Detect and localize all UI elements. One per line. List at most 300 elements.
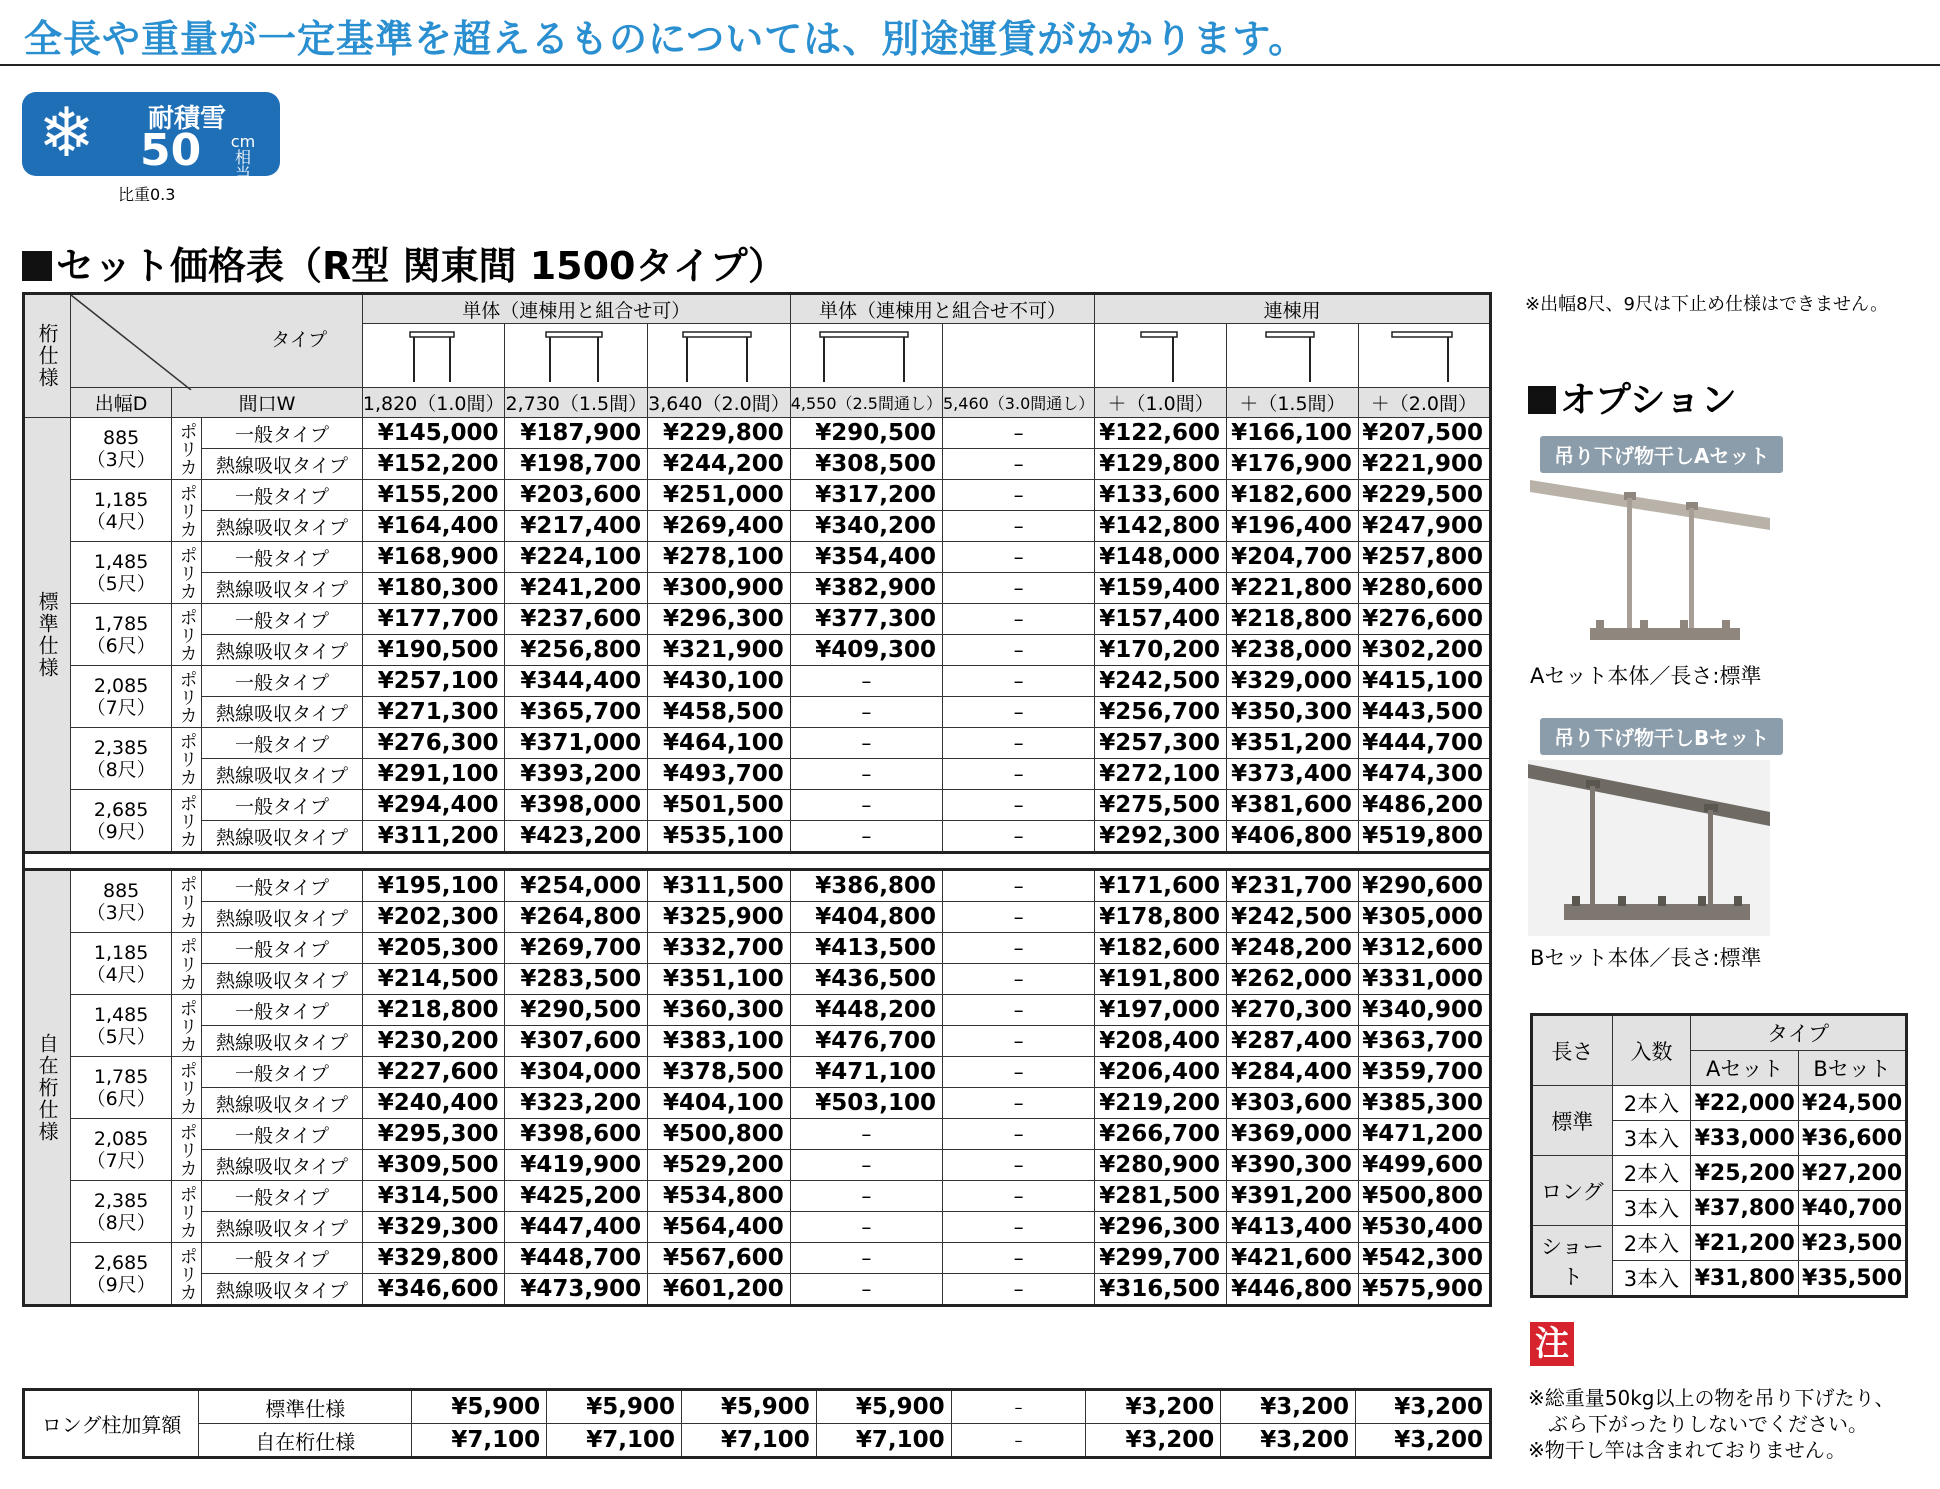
depth-cell: [71, 995, 172, 1057]
option-qty: 3本入: [1612, 1121, 1691, 1156]
price-cell: ¥493,700: [648, 759, 791, 790]
table-row: [24, 1243, 1491, 1274]
option-row: [1532, 1086, 1907, 1121]
price-cell: ¥421,600: [1227, 1243, 1359, 1274]
corner-spec-label: 桁仕様: [24, 294, 71, 418]
type-label: 熱線吸収タイプ: [202, 1212, 363, 1243]
option-a-tag: 吊り下げ物干しAセット: [1540, 436, 1783, 473]
price-cell: ¥447,400: [505, 1212, 648, 1243]
long-post-spec: 標準仕様: [199, 1390, 412, 1424]
price-cell: ¥303,600: [1227, 1088, 1359, 1119]
price-cell: ¥373,400: [1227, 759, 1359, 790]
price-cell: ¥385,300: [1358, 1088, 1490, 1119]
long-post-price: ¥5,900: [412, 1390, 547, 1424]
type-label: 一般タイプ: [202, 480, 363, 511]
price-cell: –: [943, 1150, 1095, 1181]
corner-diagonal: [71, 295, 401, 390]
price-cell: ¥359,700: [1358, 1057, 1490, 1088]
price-cell: –: [943, 902, 1095, 933]
table-row: [24, 1212, 1491, 1243]
price-cell: ¥564,400: [648, 1212, 791, 1243]
price-cell: ¥340,900: [1358, 995, 1490, 1026]
note-line: ぶら下がったりしないでください。: [1528, 1412, 1868, 1436]
table-row: [24, 1119, 1491, 1150]
depth-cell: [71, 604, 172, 666]
long-post-price: ¥5,900: [816, 1390, 951, 1424]
carport-silhouette-icon: [818, 328, 914, 384]
price-cell: –: [943, 728, 1095, 759]
opt-h-length: 長さ: [1532, 1015, 1613, 1086]
price-cell: –: [943, 480, 1095, 511]
table-row: [24, 964, 1491, 995]
note-line: ※物干し竿は含まれておりません。: [1528, 1438, 1846, 1462]
price-cell: ¥229,500: [1358, 480, 1490, 511]
price-cell: ¥257,300: [1095, 728, 1227, 759]
material-label: ポリカ: [172, 604, 202, 666]
price-cell: ¥290,600: [1358, 870, 1490, 902]
price-cell: ¥275,500: [1095, 790, 1227, 821]
price-cell: ¥542,300: [1358, 1243, 1490, 1274]
type-label: 熱線吸収タイプ: [202, 964, 363, 995]
price-cell: ¥308,500: [790, 449, 942, 480]
table-row: [24, 821, 1491, 853]
price-cell: ¥198,700: [505, 449, 648, 480]
option-price-a: ¥22,000: [1691, 1086, 1799, 1121]
price-cell: ¥296,300: [648, 604, 791, 635]
price-cell: ¥197,000: [1095, 995, 1227, 1026]
group-header-3: 連棟用: [1095, 294, 1491, 324]
price-cell: ¥271,300: [362, 697, 505, 728]
price-cell: ¥404,800: [790, 902, 942, 933]
price-cell: ¥168,900: [362, 542, 505, 573]
table-row: [24, 1088, 1491, 1119]
price-cell: ¥471,200: [1358, 1119, 1490, 1150]
opt-h-type: タイプ: [1691, 1015, 1907, 1051]
price-cell: ¥332,700: [648, 933, 791, 964]
price-cell: ¥269,400: [648, 511, 791, 542]
price-cell: ¥295,300: [362, 1119, 505, 1150]
long-post-label: ロング柱加算額: [24, 1390, 199, 1458]
price-cell: ¥196,400: [1227, 511, 1359, 542]
price-cell: ¥177,700: [362, 604, 505, 635]
price-cell: ¥325,900: [648, 902, 791, 933]
price-cell: –: [790, 1243, 942, 1274]
table-row: [24, 902, 1491, 933]
depth-shaku: （6尺）: [86, 634, 156, 657]
type-label: 一般タイプ: [202, 1057, 363, 1088]
price-cell: –: [943, 511, 1095, 542]
price-cell: ¥503,100: [790, 1088, 942, 1119]
type-label: 一般タイプ: [202, 1119, 363, 1150]
type-label: 一般タイプ: [202, 418, 363, 449]
price-cell: ¥145,000: [362, 418, 505, 449]
price-cell: ¥323,200: [505, 1088, 648, 1119]
material-label: ポリカ: [172, 1181, 202, 1243]
price-cell: ¥300,900: [648, 573, 791, 604]
price-cell: ¥187,900: [505, 418, 648, 449]
option-length: ショート: [1532, 1226, 1613, 1297]
price-cell: ¥237,600: [505, 604, 648, 635]
price-cell: ¥501,500: [648, 790, 791, 821]
depth-value: 2,685: [93, 1251, 149, 1274]
long-post-price: ¥7,100: [816, 1424, 951, 1458]
option-price-b: ¥23,500: [1799, 1226, 1907, 1261]
headline-rule: [0, 64, 1940, 66]
price-cell: ¥182,600: [1227, 480, 1359, 511]
width-label: ＋（2.0間）: [1358, 388, 1490, 418]
price-cell: ¥202,300: [362, 902, 505, 933]
price-cell: ¥406,800: [1227, 821, 1359, 853]
price-cell: ¥248,200: [1227, 933, 1359, 964]
long-post-price: ¥3,200: [1221, 1390, 1356, 1424]
depth-shaku: （7尺）: [86, 696, 156, 719]
price-cell: ¥221,900: [1358, 449, 1490, 480]
option-row: [1532, 1226, 1907, 1261]
price-cell: ¥316,500: [1095, 1274, 1227, 1306]
price-cell: –: [790, 1181, 942, 1212]
price-cell: ¥311,200: [362, 821, 505, 853]
price-cell: ¥398,000: [505, 790, 648, 821]
snow-load-value: 50: [140, 125, 202, 176]
type-label: 一般タイプ: [202, 933, 363, 964]
price-cell: ¥398,600: [505, 1119, 648, 1150]
table-row: [24, 995, 1491, 1026]
type-label: 一般タイプ: [202, 604, 363, 635]
side-note: ※出幅8尺、9尺は下止め仕様はできません。: [1525, 294, 1889, 315]
depth-cell: [71, 1243, 172, 1306]
price-cell: ¥242,500: [1227, 902, 1359, 933]
price-cell: ¥217,400: [505, 511, 648, 542]
price-cell: ¥474,300: [1358, 759, 1490, 790]
price-cell: –: [790, 759, 942, 790]
material-label: ポリカ: [172, 870, 202, 933]
snow-load-label: 耐積雪: [148, 104, 227, 134]
type-label: 一般タイプ: [202, 1243, 363, 1274]
price-cell: ¥238,000: [1227, 635, 1359, 666]
depth-value: 2,685: [93, 798, 149, 821]
price-cell: ¥292,300: [1095, 821, 1227, 853]
table-row: [24, 604, 1491, 635]
depth-shaku: （4尺）: [86, 963, 156, 986]
price-cell: ¥371,000: [505, 728, 648, 759]
price-cell: ¥530,400: [1358, 1212, 1490, 1243]
material-label: ポリカ: [172, 933, 202, 995]
price-cell: ¥458,500: [648, 697, 791, 728]
spec-label: 自在桁仕様: [24, 870, 71, 1306]
type-label: 一般タイプ: [202, 790, 363, 821]
option-price-a: ¥25,200: [1691, 1156, 1799, 1191]
option-qty: 3本入: [1612, 1261, 1691, 1297]
price-cell: ¥171,600: [1095, 870, 1227, 902]
price-cell: ¥230,200: [362, 1026, 505, 1057]
price-cell: –: [943, 418, 1095, 449]
table-row: [24, 511, 1491, 542]
type-label: 一般タイプ: [202, 666, 363, 697]
type-label: 熱線吸収タイプ: [202, 449, 363, 480]
price-cell: –: [790, 1119, 942, 1150]
price-cell: ¥351,200: [1227, 728, 1359, 759]
option-price-a: ¥33,000: [1691, 1121, 1799, 1156]
table-row: [24, 933, 1491, 964]
square-bullet-icon: [22, 251, 52, 281]
price-cell: ¥404,100: [648, 1088, 791, 1119]
price-cell: ¥302,200: [1358, 635, 1490, 666]
table-row: [24, 1057, 1491, 1088]
table-row: [24, 759, 1491, 790]
type-label: 熱線吸収タイプ: [202, 511, 363, 542]
carport-silhouette-icon: [1390, 328, 1458, 384]
price-cell: ¥415,100: [1358, 666, 1490, 697]
price-cell: ¥299,700: [1095, 1243, 1227, 1274]
long-post-price: ¥3,200: [1356, 1424, 1491, 1458]
caution-mark: 注: [1530, 1322, 1574, 1366]
price-cell: ¥377,300: [790, 604, 942, 635]
material-label: ポリカ: [172, 666, 202, 728]
table-row: [24, 666, 1491, 697]
long-post-price: ¥3,200: [1086, 1390, 1221, 1424]
price-cell: –: [943, 790, 1095, 821]
width-silhouette: [790, 324, 942, 388]
price-cell: ¥190,500: [362, 635, 505, 666]
price-cell: ¥164,400: [362, 511, 505, 542]
price-cell: ¥500,800: [648, 1119, 791, 1150]
option-price-b: ¥24,500: [1799, 1086, 1907, 1121]
price-cell: ¥464,100: [648, 728, 791, 759]
type-label: 一般タイプ: [202, 995, 363, 1026]
price-cell: ¥386,800: [790, 870, 942, 902]
price-cell: ¥307,600: [505, 1026, 648, 1057]
hanging-rack-b-image: [1528, 760, 1770, 936]
material-label: ポリカ: [172, 1057, 202, 1119]
section-title: セット価格表（R型 関東間 1500タイプ）: [22, 235, 786, 290]
depth-shaku: （5尺）: [86, 1025, 156, 1048]
price-cell: ¥346,600: [362, 1274, 505, 1306]
price-cell: ¥227,600: [362, 1057, 505, 1088]
price-cell: –: [943, 1274, 1095, 1306]
depth-shaku: （3尺）: [86, 901, 156, 924]
price-cell: ¥208,400: [1095, 1026, 1227, 1057]
price-cell: ¥242,500: [1095, 666, 1227, 697]
depth-value: 1,785: [93, 612, 149, 635]
option-price-a: ¥37,800: [1691, 1191, 1799, 1226]
carport-silhouette-icon: [1139, 328, 1183, 384]
price-cell: –: [943, 573, 1095, 604]
price-cell: ¥283,500: [505, 964, 648, 995]
price-cell: –: [943, 1088, 1095, 1119]
depth-cell: [71, 728, 172, 790]
option-length: 標準: [1532, 1086, 1613, 1156]
depth-value: 1,185: [93, 488, 149, 511]
option-qty: 2本入: [1612, 1086, 1691, 1121]
price-cell: ¥224,100: [505, 542, 648, 573]
long-post-spec: 自在桁仕様: [199, 1424, 412, 1458]
price-cell: ¥182,600: [1095, 933, 1227, 964]
price-cell: ¥240,400: [362, 1088, 505, 1119]
width-label: 1,820（1.0間）: [362, 388, 505, 418]
depth-cell: [71, 1119, 172, 1181]
long-post-price: –: [951, 1424, 1086, 1458]
price-cell: ¥321,900: [648, 635, 791, 666]
width-silhouette: [648, 324, 791, 388]
width-label: 2,730（1.5間）: [505, 388, 648, 418]
price-cell: –: [943, 604, 1095, 635]
price-cell: –: [943, 1026, 1095, 1057]
price-cell: ¥287,400: [1227, 1026, 1359, 1057]
depth-cell: [71, 480, 172, 542]
long-post-price: ¥7,100: [681, 1424, 816, 1458]
snow-load-unit: cm相当: [230, 132, 256, 183]
spec-label: 標準仕様: [24, 418, 71, 853]
type-label: 一般タイプ: [202, 728, 363, 759]
depth-header: 出幅D: [71, 388, 172, 418]
price-cell: –: [943, 697, 1095, 728]
option-qty: 3本入: [1612, 1191, 1691, 1226]
price-cell: ¥311,500: [648, 870, 791, 902]
price-cell: ¥499,600: [1358, 1150, 1490, 1181]
price-cell: ¥204,700: [1227, 542, 1359, 573]
width-label: ＋（1.5間）: [1227, 388, 1359, 418]
depth-value: 2,385: [93, 736, 149, 759]
table-row: [24, 635, 1491, 666]
material-label: ポリカ: [172, 418, 202, 480]
price-cell: ¥155,200: [362, 480, 505, 511]
price-cell: ¥344,400: [505, 666, 648, 697]
price-cell: –: [943, 1119, 1095, 1150]
price-cell: ¥142,800: [1095, 511, 1227, 542]
depth-shaku: （9尺）: [86, 820, 156, 843]
carport-silhouette-icon: [544, 328, 608, 384]
depth-shaku: （8尺）: [86, 1211, 156, 1234]
price-cell: ¥393,200: [505, 759, 648, 790]
long-post-price: ¥3,200: [1221, 1424, 1356, 1458]
price-cell: ¥534,800: [648, 1181, 791, 1212]
price-cell: ¥221,800: [1227, 573, 1359, 604]
price-cell: –: [943, 964, 1095, 995]
width-silhouette: [1095, 324, 1227, 388]
type-label: 熱線吸収タイプ: [202, 902, 363, 933]
depth-cell: [71, 666, 172, 728]
price-cell: ¥378,500: [648, 1057, 791, 1088]
price-cell: ¥500,800: [1358, 1181, 1490, 1212]
width-label: 3,640（2.0間）: [648, 388, 791, 418]
price-cell: –: [943, 759, 1095, 790]
price-cell: –: [790, 1274, 942, 1306]
price-cell: ¥331,000: [1358, 964, 1490, 995]
price-cell: –: [790, 821, 942, 853]
type-label: 熱線吸収タイプ: [202, 1026, 363, 1057]
table-row: [24, 1150, 1491, 1181]
depth-value: 885: [102, 426, 140, 449]
table-row: [24, 480, 1491, 511]
depth-value: 1,485: [93, 1003, 149, 1026]
price-cell: ¥152,200: [362, 449, 505, 480]
option-qty: 2本入: [1612, 1156, 1691, 1191]
price-cell: –: [943, 1181, 1095, 1212]
depth-shaku: （6尺）: [86, 1087, 156, 1110]
price-cell: ¥381,600: [1227, 790, 1359, 821]
option-price-table: [1530, 1013, 1908, 1298]
table-row: [24, 790, 1491, 821]
width-label: 4,550（2.5間通し）: [790, 388, 942, 418]
price-cell: ¥305,000: [1358, 902, 1490, 933]
section-gap: [24, 853, 1491, 870]
depth-cell: [71, 933, 172, 995]
depth-cell: [71, 790, 172, 853]
price-cell: ¥444,700: [1358, 728, 1490, 759]
price-cell: ¥218,800: [1227, 604, 1359, 635]
price-cell: ¥329,800: [362, 1243, 505, 1274]
price-cell: ¥575,900: [1358, 1274, 1490, 1306]
price-cell: ¥519,800: [1358, 821, 1490, 853]
price-cell: ¥203,600: [505, 480, 648, 511]
type-label: 熱線吸収タイプ: [202, 1088, 363, 1119]
type-label: 熱線吸収タイプ: [202, 759, 363, 790]
price-cell: ¥205,300: [362, 933, 505, 964]
price-cell: ¥423,200: [505, 821, 648, 853]
price-cell: ¥365,700: [505, 697, 648, 728]
width-header: 間口W: [172, 388, 363, 418]
option-length: ロング: [1532, 1156, 1613, 1226]
material-label: ポリカ: [172, 542, 202, 604]
option-price-a: ¥21,200: [1691, 1226, 1799, 1261]
price-cell: –: [790, 790, 942, 821]
price-cell: ¥264,800: [505, 902, 648, 933]
type-label: 熱線吸収タイプ: [202, 573, 363, 604]
price-cell: ¥317,200: [790, 480, 942, 511]
price-cell: ¥291,100: [362, 759, 505, 790]
price-cell: ¥290,500: [790, 418, 942, 449]
price-cell: –: [943, 1057, 1095, 1088]
price-cell: ¥218,800: [362, 995, 505, 1026]
price-cell: ¥567,600: [648, 1243, 791, 1274]
option-title: オプション: [1528, 372, 1737, 423]
opt-h-b: Bセット: [1799, 1051, 1907, 1086]
price-cell: ¥473,900: [505, 1274, 648, 1306]
option-price-b: ¥27,200: [1799, 1156, 1907, 1191]
price-cell: ¥430,100: [648, 666, 791, 697]
opt-h-a: Aセット: [1691, 1051, 1799, 1086]
square-bullet-icon: [1528, 386, 1556, 414]
price-cell: ¥180,300: [362, 573, 505, 604]
price-cell: –: [943, 1243, 1095, 1274]
depth-shaku: （8尺）: [86, 758, 156, 781]
headline: 全長や重量が一定基準を超えるものについては、別途運賃がかかります。: [24, 17, 1308, 61]
table-row: [24, 870, 1491, 902]
table-row: [24, 697, 1491, 728]
long-post-price: ¥3,200: [1356, 1390, 1491, 1424]
price-cell: –: [790, 1212, 942, 1243]
width-silhouette: [505, 324, 648, 388]
price-cell: ¥436,500: [790, 964, 942, 995]
price-cell: ¥256,700: [1095, 697, 1227, 728]
price-cell: ¥257,800: [1358, 542, 1490, 573]
price-cell: ¥280,900: [1095, 1150, 1227, 1181]
price-cell: ¥272,100: [1095, 759, 1227, 790]
group-header-2: 単体（連棟用と組合せ不可）: [790, 294, 1095, 324]
table-row: [24, 1274, 1491, 1306]
price-cell: ¥231,700: [1227, 870, 1359, 902]
price-cell: ¥413,500: [790, 933, 942, 964]
price-cell: ¥254,000: [505, 870, 648, 902]
price-cell: ¥176,900: [1227, 449, 1359, 480]
material-label: ポリカ: [172, 1119, 202, 1181]
depth-value: 2,085: [93, 674, 149, 697]
option-price-a: ¥31,800: [1691, 1261, 1799, 1297]
material-label: ポリカ: [172, 790, 202, 853]
type-label: 一般タイプ: [202, 542, 363, 573]
carport-silhouette-icon: [681, 328, 757, 384]
corner-cell: [71, 294, 363, 388]
